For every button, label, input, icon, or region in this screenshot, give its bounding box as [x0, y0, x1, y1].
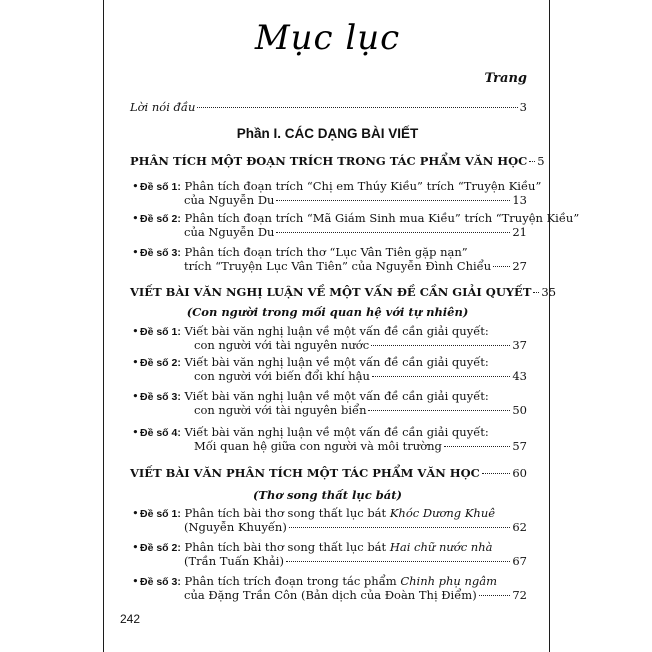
toc-section-heading	[130, 466, 527, 480]
bullet-icon: •	[132, 211, 139, 225]
column-header-trang: Trang	[484, 71, 527, 86]
leader-dots	[482, 473, 511, 474]
entry-label: Đề số 1:	[140, 508, 181, 520]
toc-preface-label: Lời nói đầu	[130, 100, 196, 114]
toc-preface	[130, 100, 527, 114]
entry-line2: trích “Truyện Lục Vân Tiên” của Nguyễn Đình Chiểu	[184, 259, 492, 273]
bullet-icon: •	[132, 540, 139, 554]
entry-line1: Phân tích đoạn trích “Chị em Thúy Kiều” trích “Truyện Kiều”	[184, 179, 542, 193]
leader-dots	[444, 446, 510, 447]
entry-page: 13	[512, 193, 527, 207]
section-heading-text: VIẾT BÀI VĂN PHÂN TÍCH MỘT TÁC PHẨM VĂN HỌC	[130, 466, 480, 480]
leader-dots	[289, 527, 511, 528]
part-heading: Phần I. CÁC DẠNG BÀI VIẾT	[236, 126, 419, 141]
section-subtitle: (Thơ song thất lục bát)	[252, 488, 402, 502]
toc-entry	[140, 389, 527, 417]
entry-page: 43	[512, 369, 527, 383]
toc-preface-page: 3	[519, 100, 527, 114]
entry-label: Đề số 3:	[140, 247, 181, 259]
entry-page: 72	[512, 588, 527, 602]
entry-line2: (Trần Tuấn Khải)	[184, 554, 284, 568]
entry-line2: con người với tài nguyên nước	[194, 338, 370, 352]
entry-label: Đề số 1:	[140, 181, 181, 193]
entry-label: Đề số 1:	[140, 326, 181, 338]
entry-label: Đề số 2:	[140, 542, 181, 554]
section-heading-page: 35	[541, 285, 557, 299]
toc-entry	[140, 324, 527, 352]
toc-section-heading	[130, 285, 557, 299]
toc-entry	[140, 245, 527, 273]
entry-line2: của Nguyễn Du	[184, 193, 275, 207]
entry-line2: Mối quan hệ giữa con người và môi trường	[194, 439, 442, 453]
entry-line1-pre: Phân tích trích đoạn trong tác phẩm	[184, 574, 401, 588]
bullet-icon: •	[132, 179, 139, 193]
bullet-icon: •	[132, 245, 139, 259]
section-subtitle: (Con người trong mối quan hệ với tự nhiên)	[186, 305, 469, 319]
leader-dots	[368, 410, 510, 411]
leader-dots	[276, 200, 510, 201]
entry-page: 50	[512, 403, 527, 417]
toc-entry	[140, 211, 580, 239]
bullet-icon: •	[132, 506, 139, 520]
leader-dots	[371, 345, 510, 346]
entry-line2: của Đặng Trần Côn (Bản dịch của Đoàn Thị Điểm)	[184, 588, 477, 602]
toc-entry	[140, 355, 527, 383]
entry-page: 67	[512, 554, 527, 568]
section-heading-page: 5	[537, 154, 545, 168]
bullet-icon: •	[132, 355, 139, 369]
entry-label: Đề số 2:	[140, 357, 181, 369]
section-heading-page: 60	[512, 466, 527, 480]
entry-line1-italic: Chinh phụ ngâm	[400, 574, 498, 588]
entry-line1-italic: Khóc Dương Khuê	[389, 506, 496, 520]
leader-dots	[493, 266, 510, 267]
page-number: 242	[120, 612, 141, 626]
entry-page: 62	[512, 520, 527, 534]
bullet-icon: •	[132, 574, 139, 588]
toc-entry	[140, 540, 527, 568]
section-heading-text: VIẾT BÀI VĂN NGHỊ LUẬN VỀ MỘT VẤN ĐỀ CẦN GIẢI QUYẾT	[130, 285, 532, 299]
leader-dots	[197, 107, 517, 108]
entry-page: 27	[512, 259, 527, 273]
entry-line1: Phân tích đoạn trích “Mã Giám Sinh mua Kiều” trích “Truyện Kiều”	[184, 211, 580, 225]
toc-entry	[140, 574, 527, 602]
leader-dots	[533, 292, 539, 293]
leader-dots	[286, 561, 510, 562]
entry-line1-pre: Phân tích bài thơ song thất lục bát	[184, 540, 390, 554]
leader-dots	[529, 161, 535, 162]
entry-page: 37	[512, 338, 527, 352]
entry-line2: con người với biến đổi khí hậu	[194, 369, 370, 383]
entry-line1-pre: Phân tích bài thơ song thất lục bát	[184, 506, 390, 520]
leader-dots	[372, 376, 510, 377]
toc-entry	[140, 506, 527, 534]
bullet-icon: •	[132, 389, 139, 403]
section-heading-text: PHÂN TÍCH MỘT ĐOẠN TRÍCH TRONG TÁC PHẨM VĂN HỌC	[130, 154, 528, 168]
book-page	[103, 0, 580, 652]
leader-dots	[276, 232, 510, 233]
entry-line1: Viết bài văn nghị luận về một vấn đề cần giải quyết:	[184, 389, 489, 403]
leader-dots	[479, 595, 511, 596]
entry-label: Đề số 3:	[140, 576, 181, 588]
entry-page: 57	[512, 439, 527, 453]
bullet-icon: •	[132, 425, 139, 439]
entry-line2: của Nguyễn Du	[184, 225, 275, 239]
toc-section-heading	[130, 154, 545, 168]
toc-entry	[140, 179, 542, 207]
toc-entry	[140, 425, 527, 453]
entry-line2: con người với tài nguyên biển	[194, 403, 367, 417]
entry-line1: Viết bài văn nghị luận về một vấn đề cần giải quyết:	[184, 324, 489, 338]
entry-line1: Viết bài văn nghị luận về một vấn đề cần giải quyết:	[184, 425, 489, 439]
entry-page: 21	[512, 225, 527, 239]
entry-line1-italic: Hai chữ nước nhà	[389, 540, 493, 554]
entry-line2: (Nguyễn Khuyến)	[184, 520, 287, 534]
entry-label: Đề số 4:	[140, 427, 181, 439]
entry-line1: Phân tích đoạn trích thơ “Lục Vân Tiên gặp nạn”	[184, 245, 468, 259]
entry-label: Đề số 3:	[140, 391, 181, 403]
bullet-icon: •	[132, 324, 139, 338]
entry-label: Đề số 2:	[140, 213, 181, 225]
entry-line1: Viết bài văn nghị luận về một vấn đề cần giải quyết:	[184, 355, 489, 369]
page-title: Mục lục	[254, 18, 401, 58]
